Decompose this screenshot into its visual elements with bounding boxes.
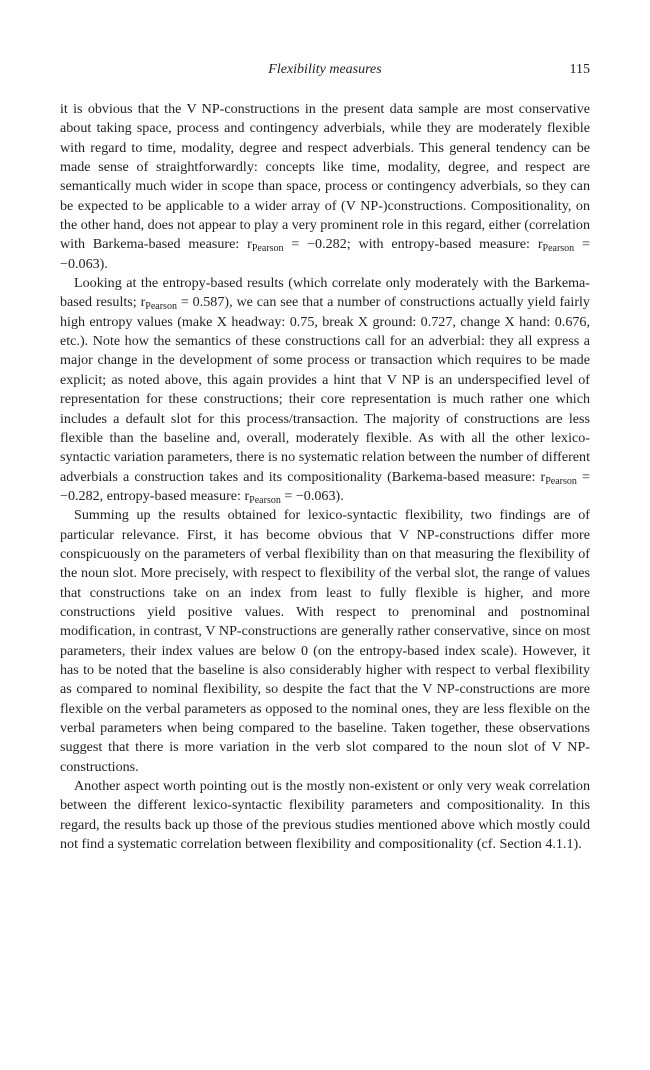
body-text <box>60 100 590 854</box>
paragraph-2-text-2: = 0.587), we can see that a number of constructions actually yield fairly high entropy values ( <box>60 294 590 330</box>
r-pearson-symbol: r <box>540 468 546 485</box>
paragraph-2-text-6: = −0.282, entropy-based measure: <box>60 468 590 504</box>
paragraph-2-text-5: : 0.676, etc.). Note how the semantics of these constructions call for an adverbial: they all express a major change in the development of some process or transaction which requires to be made explicit; as noted above, this again provides a hint that V NP is an underspecified level of representation for these constructions; their core representation is much rather one which includes a default slot for this process/transaction. The majority of constructions are less flexible than the baseline and, overall, moderately flexible. As with all the other lexico-syntactic variation parameters, there is no systematic relation between the number of different adverbials a construction takes and its compositionality (Barkema-based measure: <box>60 313 590 485</box>
paragraph-3-text: Summing up the results obtained for lexico-syntactic flexibility, two findings are of particular relevance. First, it has become obvious that V NP-constructions differ more conspicuously on the parameters of verbal flexibility than on that measuring the flexibility of the noun slot. More precisely, with respect to flexibility of the verbal slot, the range of values that constructions take on an index from least to fully flexible is higher, and more constructions yield positive values. With respect to prenominal and postnominal modification, in contrast, V NP-constructions are generally rather conservative, since on most parameters, their index values are below 0 (on the entropy-based index scale). However, it has to be noted that the baseline is also considerably higher with respect to verbal flexibility as compared to nominal flexibility, so despite the fact that the V NP-constructions are more flexible on the verbal parameters as opposed to the nominal ones, they are less flexible on the verbal parameters when being compared to the baseline. Taken together, these observations suggest that there is more variation in the verb slot compared to the noun slot of V NP-constructions. <box>60 507 590 775</box>
r-pearson-symbol: r <box>244 487 250 504</box>
paragraph-2-text-7: = −0.063). <box>280 487 344 504</box>
paragraph-1-text-3: = −0.063). <box>60 236 590 272</box>
r-pearson-subscript: Pearson <box>545 475 577 487</box>
r-pearson-subscript: Pearson <box>145 301 177 313</box>
r-pearson-subscript: Pearson <box>542 243 575 255</box>
paragraph-4-text: Another aspect worth pointing out is the mostly non-existent or only very weak correlation between the different lexico-syntactic flexibility parameters and compositionality. In this regard, the results back up those of the previous studies mentioned above which mostly could not find a systematic correlation between flexibility and compositionality (cf. Section 4.1.1). <box>60 778 590 853</box>
paragraph-1-text: it is obvious that the V NP-constructions in the present data sample are most conservative about taking space, process and contingency adverbials, while they are moderately flexible with regard to time, modality, degree and respect adverbials. This general tendency can be made sense of straightforwardly: concepts like time, modality, degree, and respect are semantically much wider in scope than space, process or contingency adverbials, so they can be expected to be applicable to a wider array of (V NP-)constructions. Compositionality, on the other hand, does not appear to play a very prominent role in this regard, either (correlation with Barkema-based measure: <box>60 101 590 253</box>
paragraph-2-text-1: Looking at the entropy-based results (which correlate only moderately with the Barkema-based results; <box>60 275 590 311</box>
paragraph-4 <box>60 777 590 854</box>
r-pearson-symbol: r <box>537 236 543 253</box>
running-title: Flexibility measures <box>268 62 382 77</box>
page-number: 115 <box>569 62 590 77</box>
r-pearson-subscript: Pearson <box>251 243 284 255</box>
paragraph-2-text-3: : 0.75, <box>281 313 323 330</box>
example-make-x-headway: make X headway <box>181 313 282 330</box>
paragraph-2 <box>60 274 590 506</box>
paragraph-1 <box>60 100 590 274</box>
running-head <box>60 60 590 80</box>
example-change-x-hand: change X hand <box>460 313 547 330</box>
example-break-x-ground: break X ground <box>322 313 413 330</box>
r-pearson-symbol: r <box>140 294 146 311</box>
paragraph-1-text-2: = −0.282; with entropy-based measure: <box>283 236 538 253</box>
paragraph-2-text-4: : 0.727, <box>412 313 461 330</box>
paragraph-3 <box>60 506 590 777</box>
r-pearson-subscript: Pearson <box>249 494 281 506</box>
r-pearson-symbol: r <box>247 236 252 253</box>
